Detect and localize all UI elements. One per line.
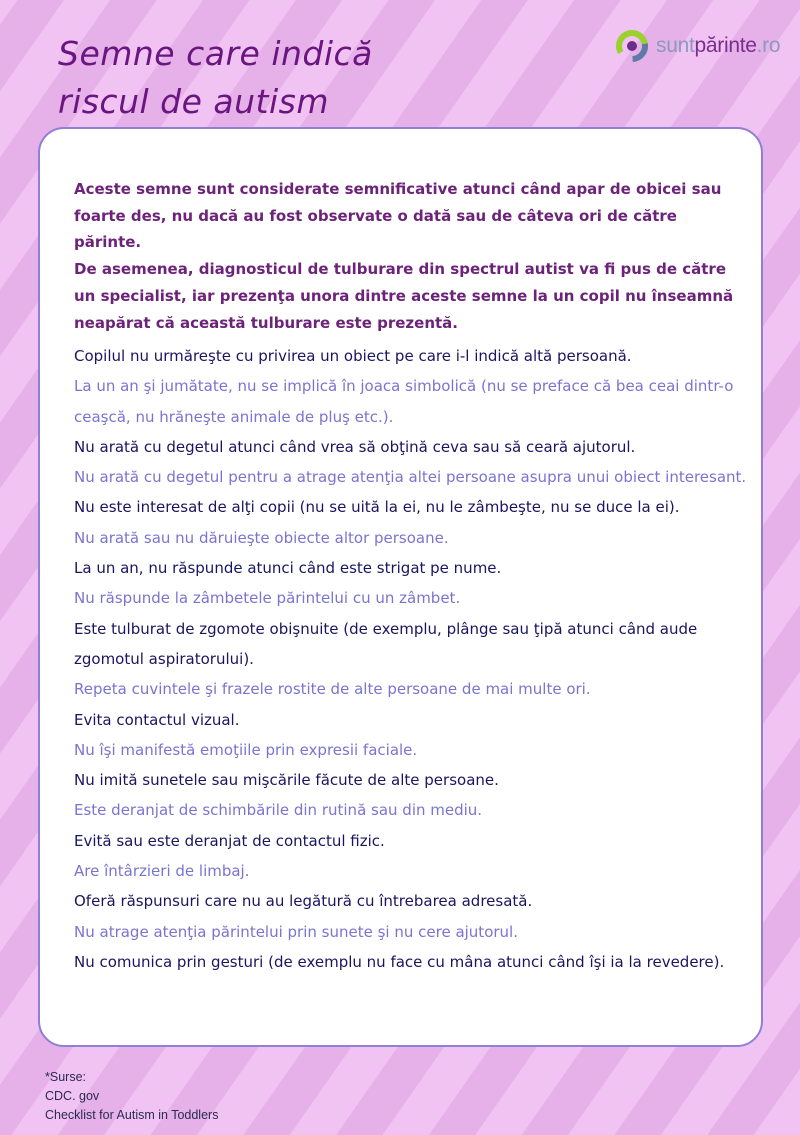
suntparinte-logo[interactable] bbox=[612, 26, 780, 66]
list-item: Repeta cuvintele şi frazele rostite de alte persoane de mai multe ori. bbox=[74, 680, 591, 699]
list-item: Nu îşi manifestă emoţiile prin expresii faciale. bbox=[74, 740, 418, 759]
list-item: Nu este interesat de alţi copii (nu se uită la ei, nu le zâmbeşte, nu se duce la ei). bbox=[74, 498, 680, 517]
intro-paragraph-1: Aceste semne sunt considerate semnificative atunci când apar de obicei sau foarte des, nu dacă au fost observate o dată sau de câteva ori de către părinte. bbox=[74, 180, 722, 252]
intro-paragraph-2: De asemenea, diagnosticul de tulburare din spectrul autist va fi pus de către un specialist, iar prezenţa unora dintre aceste semne la un copil nu înseamnă neapărat că această tulburare este prezentă. bbox=[74, 260, 734, 332]
list-item: La un an şi jumătate, nu se implică în joaca simbolică (nu se preface că bea ceai dintr-o ceaşcă, nu hrăneşte animale de pluş etc.). bbox=[74, 377, 734, 426]
logo-wordmark bbox=[656, 34, 780, 58]
list-item: Este deranjat de schimbările din rutină sau din mediu. bbox=[74, 801, 483, 820]
list-item: Oferă răspunsuri care nu au legătură cu întrebarea adresată. bbox=[74, 892, 533, 911]
sources-heading: *Surse: bbox=[45, 1070, 86, 1084]
list-item: Nu arată cu degetul pentru a atrage atenţia altei persoane asupra unui obiect interesant. bbox=[74, 468, 747, 487]
intro-text bbox=[74, 176, 734, 336]
list-item: Evita contactul vizual. bbox=[74, 710, 240, 729]
page-title-line-1: Semne care indică bbox=[58, 34, 373, 73]
list-item: Nu arată sau nu dăruieşte obiecte altor persoane. bbox=[74, 528, 449, 547]
list-item: Nu arată cu degetul atunci când vrea să obţină ceva sau să ceară ajutorul. bbox=[74, 437, 636, 456]
logo-wordmark-part-2: părinte bbox=[694, 34, 757, 57]
list-item: Nu răspunde la zâmbetele părintelui cu un zâmbet. bbox=[74, 589, 461, 608]
page-title-line-2: riscul de autism bbox=[58, 82, 329, 121]
list-item: Nu atrage atenţia părintelui prin sunete şi nu cere ajutorul. bbox=[74, 922, 518, 941]
list-item: Copilul nu urmăreşte cu privirea un obiect pe care i-l indică altă persoană. bbox=[74, 347, 632, 365]
autism-signs-list bbox=[74, 341, 754, 977]
list-item: Este tulburat de zgomote obişnuite (de exemplu, plânge sau ţipă atunci când aude zgomotul aspiratorului). bbox=[74, 619, 698, 668]
source-item: Checklist for Autism in Toddlers bbox=[45, 1108, 219, 1122]
sources-footnote bbox=[45, 1068, 218, 1125]
list-item: Are întârzieri de limbaj. bbox=[74, 862, 250, 881]
logo-wordmark-part-1: sunt bbox=[656, 34, 695, 57]
list-item: Evită sau este deranjat de contactul fizic. bbox=[74, 831, 385, 850]
content-card bbox=[38, 127, 763, 1047]
page-title bbox=[58, 30, 373, 126]
source-item: CDC. gov bbox=[45, 1089, 100, 1103]
logo-wordmark-part-3: .ro bbox=[756, 34, 781, 57]
list-item: La un an, nu răspunde atunci când este strigat pe nume. bbox=[74, 559, 502, 578]
list-item: Nu comunica prin gesturi (de exemplu nu face cu mâna atunci când îşi ia la revedere). bbox=[74, 952, 725, 971]
list-item: Nu imită sunetele sau mişcările făcute de alte persoane. bbox=[74, 771, 499, 790]
suntparinte-logo-icon bbox=[612, 26, 652, 66]
